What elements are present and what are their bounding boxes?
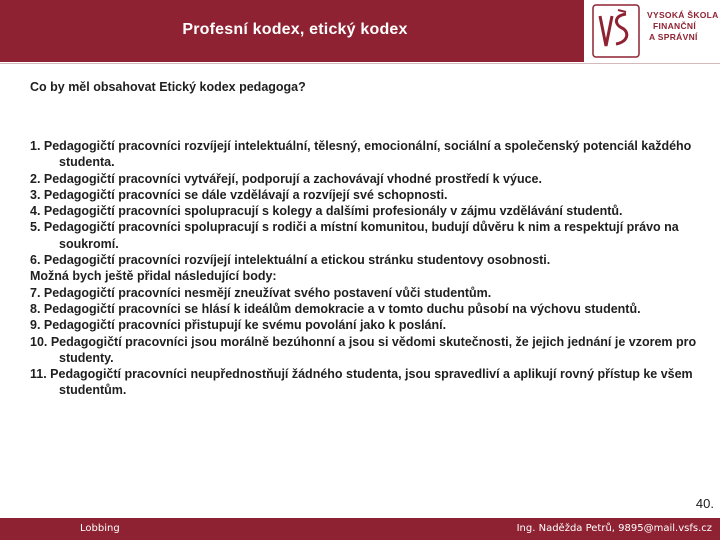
vsfs-logo-icon xyxy=(592,4,640,58)
logo-wordmark xyxy=(647,10,719,43)
list-item: 6. Pedagogičtí pracovníci rozvíjejí intelektuální a etickou stránku studentovy osobnosti. xyxy=(30,253,551,268)
footer-band xyxy=(0,518,720,540)
footer-author: Ing. Naděžda Petrů, 9895@mail.vsfs.cz xyxy=(516,523,712,534)
list-item: 3. Pedagogičtí pracovníci se dále vzdělávají a rozvíjejí své schopnosti. xyxy=(30,187,448,202)
header-divider xyxy=(0,63,720,64)
logo-line-3: A SPRÁVNÍ xyxy=(649,32,698,42)
list-item: 5. Pedagogičtí pracovníci spolupracují s rodiči a místní komunitou, budují důvěru k nim a respektují právo na soukromí. xyxy=(30,220,679,251)
logo-line-1: VYSOKÁ ŠKOLA xyxy=(647,10,719,20)
slide-number: 40. xyxy=(695,496,714,511)
list-subheading: Možná bych ještě přidal následující body: xyxy=(30,269,277,284)
list-item: 2. Pedagogičtí pracovníci vytvářejí, podporují a zachovávají vhodné prostředí k výuce. xyxy=(30,171,542,186)
footer-topic: Lobbing xyxy=(80,523,120,534)
school-logo xyxy=(588,2,720,60)
question-heading: Co by měl obsahovat Etický kodex pedagoga? xyxy=(30,80,306,94)
list-item: 9. Pedagogičtí pracovníci přistupují ke svému povolání jako k poslání. xyxy=(30,318,447,333)
list-item: 10. Pedagogičtí pracovníci jsou morálně bezúhonní a jsou si vědomi skutečnosti, že jejich jednání je vzorem pro studenty. xyxy=(30,334,697,365)
slide-title: Profesní kodex, etický kodex xyxy=(182,21,408,38)
logo-line-2: FINANČNÍ xyxy=(653,21,697,31)
list-item: 1. Pedagogičtí pracovníci rozvíjejí intelektuální, tělesný, emocionální, sociální a společenský potenciál každého studenta. xyxy=(30,139,692,170)
list-item: 11. Pedagogičtí pracovníci neupřednostňují žádného studenta, jsou spravedliví a aplikují rovný přístup ke všem studentům. xyxy=(30,367,693,398)
list-item: 7. Pedagogičtí pracovníci nesmějí zneužívat svého postavení vůči studentům. xyxy=(30,285,492,300)
code-list xyxy=(30,138,710,399)
list-item: 4. Pedagogičtí pracovníci spolupracují s kolegy a dalšími profesionály v zájmu vzdělávání studentů. xyxy=(30,204,623,219)
list-item: 8. Pedagogičtí pracovníci se hlásí k ideálům demokracie a v tomto duchu působí na výchovu studentů. xyxy=(30,301,641,316)
